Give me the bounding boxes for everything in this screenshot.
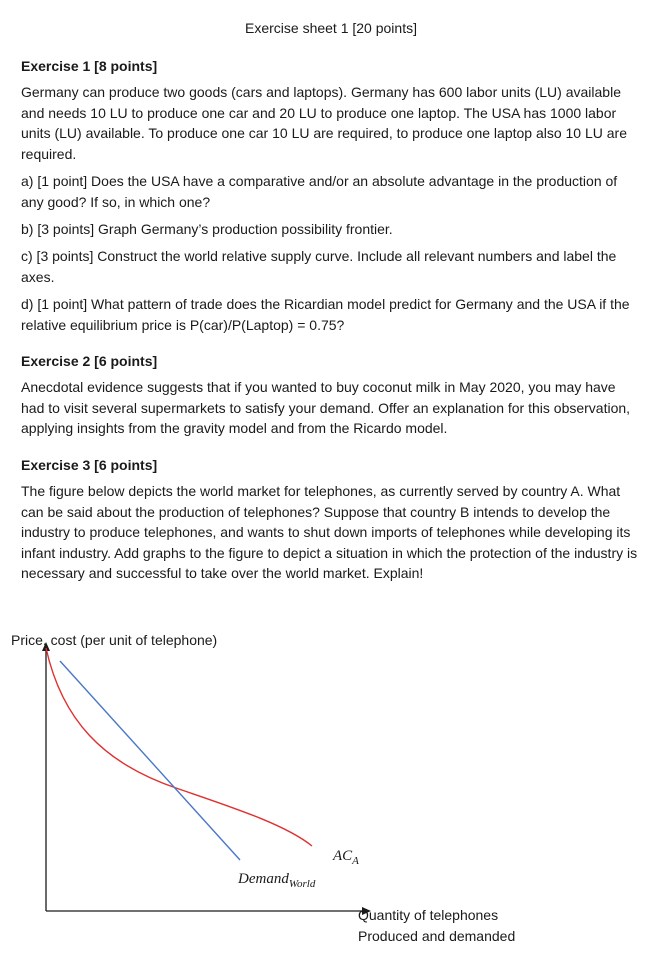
- exercise-1-heading: Exercise 1 [8 points]: [21, 58, 158, 74]
- exercise-1-question-a: a) [1 point] Does the USA have a comparative and/or an absolute advantage in the production of any good? If so, in which one?: [21, 173, 618, 210]
- demand-label: Demand$_{World}$: [238, 871, 316, 890]
- exercise-1-question-d: d) [1 point] What pattern of trade does the Ricardian model predict for Germany and the USA if the relative equilibrium price is P(car)/P(Laptop) = 0.75?: [21, 296, 630, 333]
- sheet-title: Exercise sheet 1 [20 points]: [245, 20, 417, 36]
- exercise-1-question-c: c) [3 points] Construct the world relative supply curve. Include all relevant numbers and label the axes.: [21, 248, 617, 285]
- exercise-1-question-b: b) [3 points] Graph Germany’s production possibility frontier.: [21, 221, 393, 237]
- world-demand-curve: [60, 661, 240, 860]
- x-axis-label-line1: Quantity of telephones: [358, 907, 499, 923]
- average-cost-curve-a: [46, 648, 312, 846]
- exercise-2-heading: Exercise 2 [6 points]: [21, 353, 158, 369]
- x-axis-label-line2: Produced and demanded: [358, 928, 516, 944]
- telephone-market-figure: [0, 628, 640, 958]
- exercise-3-heading: Exercise 3 [6 points]: [21, 457, 158, 473]
- y-axis-label: Price, cost (per unit of telephone): [11, 632, 218, 648]
- exercise-3-text: The figure below depicts the world market for telephones, as currently served by country A. What can be said about the production of telephones? Suppose that country B intends to develop the industry to produce telephones, and wants to shut down imports of telephones while developing its infant industry. Add graphs to the figure to depict a situation in which the protection of the industry is necessary and successful to take over the world market. Explain!: [21, 483, 638, 581]
- exercise-2-text: Anecdotal evidence suggests that if you wanted to buy coconut milk in May 2020, you may have had to visit several supermarkets to satisfy your demand. Offer an explanation for this observation, applying insights from the gravity model and from the Ricardo model.: [21, 379, 631, 436]
- ac-label: $AC_A$: [333, 848, 359, 867]
- exercise-1-intro: Germany can produce two goods (cars and laptops). Germany has 600 labor units (LU) available and needs 10 LU to produce one car and 20 LU to produce one laptop. The USA has 1000 labor units (LU) available. To produce one car 10 LU are required, to produce one laptop also 10 LU are required.: [21, 84, 628, 162]
